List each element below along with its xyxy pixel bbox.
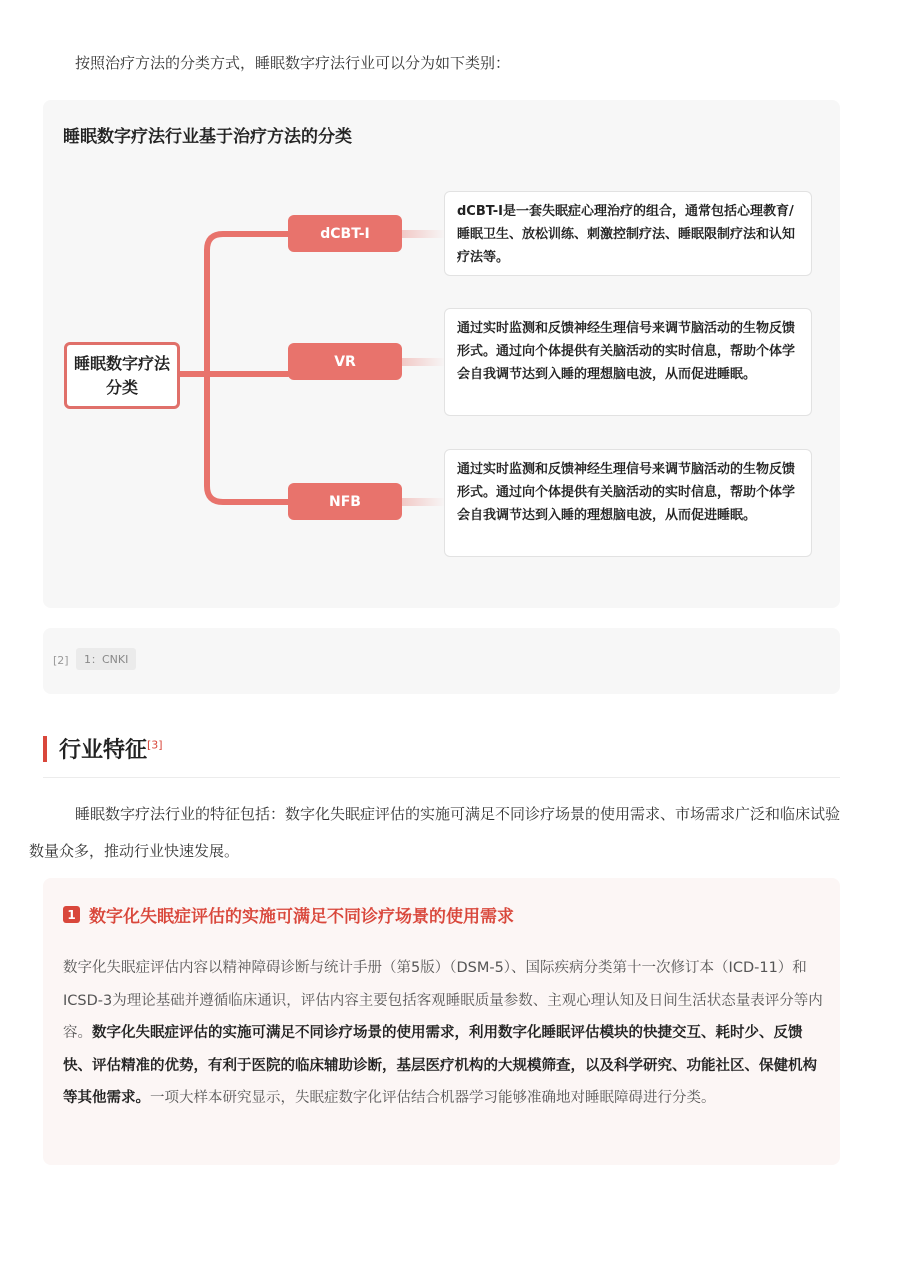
intro-text: 按照治疗方法的分类方式，睡眠数字疗法行业可以分为如下类别： [75, 54, 511, 72]
diagram-title: 睡眠数字疗法行业基于治疗方法的分类 [63, 127, 352, 147]
section-ref[interactable]: [3] [147, 738, 163, 752]
section-title [59, 733, 163, 764]
source-ref: [2] [53, 654, 69, 667]
branch-node-dcbti: dCBT-I [288, 215, 402, 252]
root-node: 睡眠数字疗法分类 [64, 342, 180, 409]
feature-card [43, 878, 840, 1165]
feature-body-start: 数字化失眠症评估内容以精神障碍诊断与统计手册（第5版）（DSM-5）、国际疾病分类第十一次修订本（ICD-11）和ICSD-3为理论基础并遵循临床通识，评估内容主要包括客观睡眠质量参数、主观心理认知及日间生活状态量表评分等内容。 [63, 960, 823, 1042]
branch-node-nfb: NFB [288, 483, 402, 520]
source-card [43, 628, 840, 694]
branch-node-vr: VR [288, 343, 402, 380]
section-paragraph: 睡眠数字疗法行业的特征包括：数字化失眠症评估的实施可满足不同诊疗场景的使用需求、市场需求广泛和临床试验数量众多，推动行业快速发展。 [29, 805, 841, 860]
branch-connector [402, 230, 446, 238]
section-title-text: 行业特征 [59, 738, 148, 763]
branch-desc-nfb: 通过实时监测和反馈神经生理信号来调节脑活动的生物反馈形式。通过向个体提供有关脑活动的实时信息，帮助个体学会自我调节达到入睡的理想脑电波，从而促进睡眠。 [444, 449, 812, 557]
diagram-card [43, 100, 840, 608]
section-accent-bar [43, 736, 47, 762]
feature-header [63, 902, 514, 927]
feature-body [63, 952, 823, 1115]
feature-number-badge: 1 [63, 906, 80, 923]
branch-desc-dcbti: dCBT-I是一套失眠症心理治疗的组合，通常包括心理教育/睡眠卫生、放松训练、刺激控制疗法、睡眠限制疗法和认知疗法等。 [444, 191, 812, 276]
feature-body-bold: 数字化失眠症评估的实施可满足不同诊疗场景的使用需求，利用数字化睡眠评估模块的快捷交互、耗时少、反馈快、评估精准的优势，有利于医院的临床辅助诊断，基层医疗机构的大规模筛查，以及科学研究、功能社区、保健机构等其他需求。 [63, 1025, 817, 1107]
source-tag[interactable]: 1：CNKI [76, 648, 136, 670]
branch-connector [402, 358, 446, 366]
section-header [43, 733, 840, 778]
feature-body-end: 一项大样本研究显示，失眠症数字化评估结合机器学习能够准确地对睡眠障碍进行分类。 [150, 1090, 716, 1107]
feature-title: 数字化失眠症评估的实施可满足不同诊疗场景的使用需求 [89, 907, 514, 927]
branch-connector [402, 498, 446, 506]
branch-desc-vr: 通过实时监测和反馈神经生理信号来调节脑活动的生物反馈形式。通过向个体提供有关脑活动的实时信息，帮助个体学会自我调节达到入睡的理想脑电波，从而促进睡眠。 [444, 308, 812, 416]
